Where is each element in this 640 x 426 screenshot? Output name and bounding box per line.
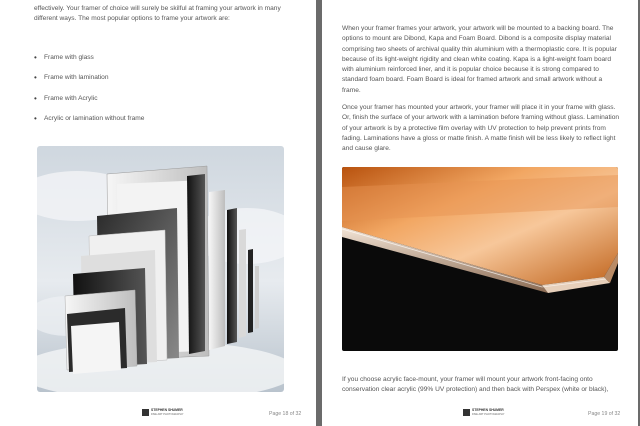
lamination-paragraph: Once your framer has mounted your artwork, your framer will place it in your frame with glass. Or, finish the surface of your artwork with a lamination before framing without glass. Lamination of your artwork is by a protective film overlay with UV protection to help prevent prints from fading. Laminations have a gloss or matte finish. A matte finish will be less likely to reflect light and cause glare. xyxy=(342,104,620,153)
footer-logo xyxy=(463,408,505,421)
left-page xyxy=(0,0,316,426)
footer-brand: STEPHEN SHUMER xyxy=(472,408,504,412)
footer-tagline: FINE ART PHOTOGRAPHY xyxy=(472,413,505,416)
list-item: • Frame with glass xyxy=(34,53,144,73)
acrylic-edge-illustration xyxy=(342,167,618,351)
page-number: Page 18 of 32 xyxy=(269,411,302,417)
framing-options-list xyxy=(34,53,144,134)
footer-tagline: FINE ART PHOTOGRAPHY xyxy=(151,413,184,416)
list-item: • Frame with Acrylic xyxy=(34,94,144,114)
brand-mark-icon xyxy=(142,409,149,416)
mounting-paragraph: When your framer frames your artwork, your artwork will be mounted to a backing board. The options to mount are Dibond, Kapa and Foam Board. Dibond is a composite display material comprising two sheets of archival quality thin aluminium with a thermoplastic core. It is popular because of its light-weight rigidity and clean white coating. Kapa is a light-weight foam board with aluminium reinforced liner, and it is popular choice because it is strong compared to standard foam board. Foam Board is ideal for framed artwork and small artwork without a frame. xyxy=(342,25,617,94)
footer-logo xyxy=(142,408,184,421)
page-number: Page 19 of 32 xyxy=(588,411,621,417)
acrylic-paragraph: If you choose acrylic face-mount, your framer will mount your artwork front-facing onto conservation clear acrylic (99% UV protection) and then back with Perspex (white or black), xyxy=(342,376,609,394)
footer-brand: STEPHEN SHUMER xyxy=(151,408,183,412)
list-item: • Frame with lamination xyxy=(34,73,144,93)
intro-paragraph: effectively. Your framer of choice will surely be skilful at framing your artwork in many different ways. The most popular options to frame your artwork are: xyxy=(34,5,281,23)
brand-mark-icon xyxy=(463,409,470,416)
acrylic-edge-photo xyxy=(342,167,618,351)
list-item: • Acrylic or lamination without frame xyxy=(34,114,144,134)
right-page xyxy=(322,0,638,426)
mounting-boards-illustration xyxy=(37,146,284,392)
mounting-boards-photo xyxy=(37,146,284,392)
